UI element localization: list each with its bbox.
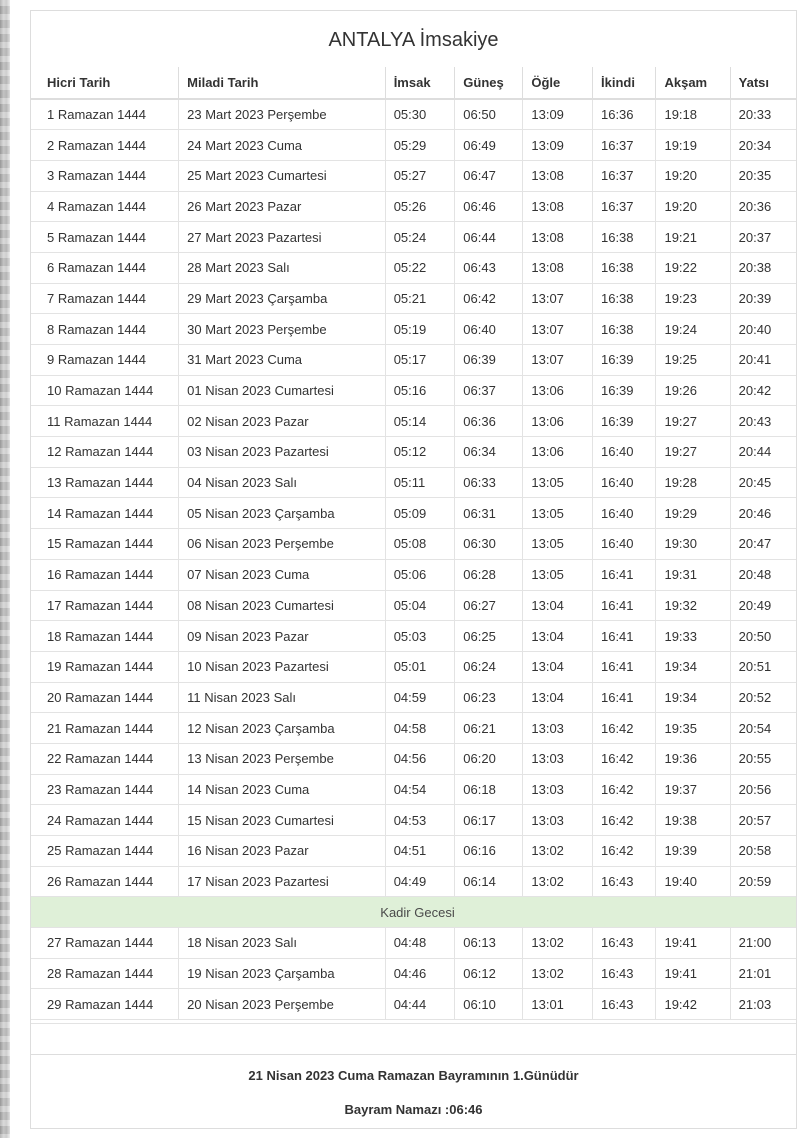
cell-miladi-tarih: 30 Mart 2023 Perşembe <box>179 314 386 345</box>
cell-yatsi: 20:47 <box>730 529 796 560</box>
cell-miladi-tarih: 16 Nisan 2023 Pazar <box>179 836 386 867</box>
cell-yatsi: 20:52 <box>730 682 796 713</box>
cell-imsak: 05:04 <box>385 590 455 621</box>
cell-gunes: 06:20 <box>455 743 523 774</box>
cell-imsak: 05:29 <box>385 130 455 161</box>
table-row <box>31 529 796 560</box>
cell-yatsi: 20:37 <box>730 222 796 253</box>
cell-miladi-tarih: 03 Nisan 2023 Pazartesi <box>179 437 386 468</box>
cell-miladi-tarih: 24 Mart 2023 Cuma <box>179 130 386 161</box>
cell-ogle: 13:07 <box>523 345 593 376</box>
cell-miladi-tarih: 14 Nisan 2023 Cuma <box>179 774 386 805</box>
cell-yatsi: 20:55 <box>730 743 796 774</box>
cell-gunes: 06:43 <box>455 252 523 283</box>
cell-yatsi: 20:33 <box>730 99 796 130</box>
cell-gunes: 06:34 <box>455 437 523 468</box>
column-header-ogle: Öğle <box>523 67 593 99</box>
cell-hicri-tarih: 21 Ramazan 1444 <box>31 713 179 744</box>
table-row <box>31 467 796 498</box>
table-row <box>31 222 796 253</box>
cell-aksam: 19:26 <box>656 375 730 406</box>
cell-hicri-tarih: 12 Ramazan 1444 <box>31 437 179 468</box>
cell-hicri-tarih: 20 Ramazan 1444 <box>31 682 179 713</box>
cell-aksam: 19:28 <box>656 467 730 498</box>
cell-gunes: 06:50 <box>455 99 523 130</box>
cell-aksam: 19:33 <box>656 621 730 652</box>
cell-gunes: 06:10 <box>455 989 523 1020</box>
cell-ogle: 13:06 <box>523 406 593 437</box>
cell-ikindi: 16:39 <box>592 375 655 406</box>
cell-hicri-tarih: 23 Ramazan 1444 <box>31 774 179 805</box>
cell-gunes: 06:49 <box>455 130 523 161</box>
cell-ikindi: 16:36 <box>592 99 655 130</box>
table-row <box>31 559 796 590</box>
cell-ogle: 13:09 <box>523 130 593 161</box>
cell-ogle: 13:07 <box>523 283 593 314</box>
cell-yatsi: 20:56 <box>730 774 796 805</box>
cell-yatsi: 20:45 <box>730 467 796 498</box>
cell-ogle: 13:02 <box>523 866 593 897</box>
cell-ogle: 13:03 <box>523 774 593 805</box>
cell-ikindi: 16:43 <box>592 928 655 959</box>
cell-miladi-tarih: 26 Mart 2023 Pazar <box>179 191 386 222</box>
cell-hicri-tarih: 3 Ramazan 1444 <box>31 160 179 191</box>
table-row <box>31 99 796 130</box>
cell-miladi-tarih: 28 Mart 2023 Salı <box>179 252 386 283</box>
cell-hicri-tarih: 11 Ramazan 1444 <box>31 406 179 437</box>
cell-aksam: 19:21 <box>656 222 730 253</box>
cell-gunes: 06:27 <box>455 590 523 621</box>
cell-gunes: 06:33 <box>455 467 523 498</box>
bayram-first-day-note: 21 Nisan 2023 Cuma Ramazan Bayramının 1.Günüdür <box>248 1068 579 1084</box>
cell-hicri-tarih: 16 Ramazan 1444 <box>31 559 179 590</box>
table-row <box>31 774 796 805</box>
cell-gunes: 06:23 <box>455 682 523 713</box>
table-row <box>31 375 796 406</box>
cell-hicri-tarih: 10 Ramazan 1444 <box>31 375 179 406</box>
cell-gunes: 06:14 <box>455 866 523 897</box>
cell-gunes: 06:42 <box>455 283 523 314</box>
cell-yatsi: 20:54 <box>730 713 796 744</box>
cell-yatsi: 20:50 <box>730 621 796 652</box>
cell-hicri-tarih: 19 Ramazan 1444 <box>31 651 179 682</box>
cell-ogle: 13:05 <box>523 467 593 498</box>
cell-ikindi: 16:39 <box>592 406 655 437</box>
cell-yatsi: 20:43 <box>730 406 796 437</box>
prayer-times-table <box>31 67 796 1020</box>
cell-hicri-tarih: 29 Ramazan 1444 <box>31 989 179 1020</box>
cell-hicri-tarih: 17 Ramazan 1444 <box>31 590 179 621</box>
kadir-gecesi-label: Kadir Gecesi <box>31 897 796 928</box>
cell-imsak: 05:24 <box>385 222 455 253</box>
cell-ogle: 13:02 <box>523 836 593 867</box>
cell-miladi-tarih: 15 Nisan 2023 Cumartesi <box>179 805 386 836</box>
cell-gunes: 06:36 <box>455 406 523 437</box>
table-row <box>31 252 796 283</box>
cell-ikindi: 16:38 <box>592 252 655 283</box>
cell-yatsi: 20:42 <box>730 375 796 406</box>
cell-yatsi: 20:57 <box>730 805 796 836</box>
cell-ogle: 13:04 <box>523 590 593 621</box>
table-row <box>31 283 796 314</box>
cell-aksam: 19:35 <box>656 713 730 744</box>
cell-aksam: 19:24 <box>656 314 730 345</box>
cell-aksam: 19:37 <box>656 774 730 805</box>
cell-miladi-tarih: 02 Nisan 2023 Pazar <box>179 406 386 437</box>
cell-aksam: 19:34 <box>656 651 730 682</box>
cell-yatsi: 20:38 <box>730 252 796 283</box>
cell-ikindi: 16:39 <box>592 345 655 376</box>
cell-miladi-tarih: 09 Nisan 2023 Pazar <box>179 621 386 652</box>
column-header-hicri-tarih: Hicri Tarih <box>31 67 179 99</box>
cell-yatsi: 20:35 <box>730 160 796 191</box>
cell-hicri-tarih: 4 Ramazan 1444 <box>31 191 179 222</box>
cell-ogle: 13:08 <box>523 160 593 191</box>
cell-ikindi: 16:40 <box>592 529 655 560</box>
cell-ikindi: 16:43 <box>592 989 655 1020</box>
column-header-gunes: Güneş <box>455 67 523 99</box>
cell-miladi-tarih: 01 Nisan 2023 Cumartesi <box>179 375 386 406</box>
cell-ikindi: 16:42 <box>592 713 655 744</box>
cell-gunes: 06:37 <box>455 375 523 406</box>
cell-gunes: 06:21 <box>455 713 523 744</box>
column-header-aksam: Akşam <box>656 67 730 99</box>
kadir-gecesi-row <box>31 897 796 928</box>
cell-imsak: 05:21 <box>385 283 455 314</box>
cell-aksam: 19:23 <box>656 283 730 314</box>
cell-ikindi: 16:40 <box>592 467 655 498</box>
cell-aksam: 19:34 <box>656 682 730 713</box>
cell-imsak: 04:59 <box>385 682 455 713</box>
column-header-imsak: İmsak <box>385 67 455 99</box>
cell-miladi-tarih: 25 Mart 2023 Cumartesi <box>179 160 386 191</box>
cell-ogle: 13:08 <box>523 222 593 253</box>
cell-ogle: 13:08 <box>523 191 593 222</box>
cell-gunes: 06:16 <box>455 836 523 867</box>
cell-imsak: 05:17 <box>385 345 455 376</box>
cell-ogle: 13:03 <box>523 743 593 774</box>
cell-gunes: 06:24 <box>455 651 523 682</box>
cell-hicri-tarih: 8 Ramazan 1444 <box>31 314 179 345</box>
cell-aksam: 19:36 <box>656 743 730 774</box>
cell-aksam: 19:42 <box>656 989 730 1020</box>
cell-miladi-tarih: 27 Mart 2023 Pazartesi <box>179 222 386 253</box>
cell-gunes: 06:46 <box>455 191 523 222</box>
table-row <box>31 160 796 191</box>
cell-miladi-tarih: 13 Nisan 2023 Perşembe <box>179 743 386 774</box>
cell-ogle: 13:02 <box>523 928 593 959</box>
cell-miladi-tarih: 05 Nisan 2023 Çarşamba <box>179 498 386 529</box>
column-header-yatsi: Yatsı <box>730 67 796 99</box>
cell-miladi-tarih: 19 Nisan 2023 Çarşamba <box>179 958 386 989</box>
cell-imsak: 04:58 <box>385 713 455 744</box>
cell-ikindi: 16:41 <box>592 621 655 652</box>
cell-ikindi: 16:37 <box>592 130 655 161</box>
cell-gunes: 06:18 <box>455 774 523 805</box>
cell-ikindi: 16:37 <box>592 160 655 191</box>
cell-yatsi: 20:39 <box>730 283 796 314</box>
cell-aksam: 19:31 <box>656 559 730 590</box>
cell-miladi-tarih: 12 Nisan 2023 Çarşamba <box>179 713 386 744</box>
cell-aksam: 19:27 <box>656 406 730 437</box>
cell-imsak: 05:14 <box>385 406 455 437</box>
cell-ikindi: 16:41 <box>592 559 655 590</box>
cell-hicri-tarih: 15 Ramazan 1444 <box>31 529 179 560</box>
cell-aksam: 19:39 <box>656 836 730 867</box>
cell-ogle: 13:06 <box>523 375 593 406</box>
cell-aksam: 19:27 <box>656 437 730 468</box>
page-title: ANTALYA İmsakiye <box>328 29 499 51</box>
cell-miladi-tarih: 10 Nisan 2023 Pazartesi <box>179 651 386 682</box>
cell-miladi-tarih: 17 Nisan 2023 Pazartesi <box>179 866 386 897</box>
table-row <box>31 928 796 959</box>
table-header-row <box>31 67 796 99</box>
cell-hicri-tarih: 13 Ramazan 1444 <box>31 467 179 498</box>
cell-hicri-tarih: 14 Ramazan 1444 <box>31 498 179 529</box>
spacer <box>31 1024 796 1054</box>
cell-aksam: 19:22 <box>656 252 730 283</box>
table-row <box>31 651 796 682</box>
cell-hicri-tarih: 24 Ramazan 1444 <box>31 805 179 836</box>
cell-aksam: 19:30 <box>656 529 730 560</box>
cell-imsak: 04:48 <box>385 928 455 959</box>
cell-imsak: 05:26 <box>385 191 455 222</box>
cell-yatsi: 20:48 <box>730 559 796 590</box>
cell-hicri-tarih: 28 Ramazan 1444 <box>31 958 179 989</box>
cell-ikindi: 16:40 <box>592 498 655 529</box>
cell-imsak: 05:03 <box>385 621 455 652</box>
cell-ikindi: 16:41 <box>592 651 655 682</box>
cell-gunes: 06:12 <box>455 958 523 989</box>
cell-aksam: 19:40 <box>656 866 730 897</box>
table-row <box>31 130 796 161</box>
cell-imsak: 04:53 <box>385 805 455 836</box>
cell-miladi-tarih: 06 Nisan 2023 Perşembe <box>179 529 386 560</box>
cell-ogle: 13:03 <box>523 805 593 836</box>
cell-hicri-tarih: 18 Ramazan 1444 <box>31 621 179 652</box>
table-row <box>31 805 796 836</box>
cell-ogle: 13:06 <box>523 437 593 468</box>
table-row <box>31 989 796 1020</box>
cell-aksam: 19:20 <box>656 191 730 222</box>
cell-gunes: 06:47 <box>455 160 523 191</box>
cell-hicri-tarih: 5 Ramazan 1444 <box>31 222 179 253</box>
cell-hicri-tarih: 22 Ramazan 1444 <box>31 743 179 774</box>
cell-imsak: 05:01 <box>385 651 455 682</box>
cell-yatsi: 20:46 <box>730 498 796 529</box>
cell-ikindi: 16:41 <box>592 682 655 713</box>
cell-imsak: 04:56 <box>385 743 455 774</box>
cell-gunes: 06:30 <box>455 529 523 560</box>
cell-aksam: 19:19 <box>656 130 730 161</box>
cell-aksam: 19:41 <box>656 958 730 989</box>
cell-aksam: 19:32 <box>656 590 730 621</box>
cell-yatsi: 20:49 <box>730 590 796 621</box>
cell-yatsi: 20:44 <box>730 437 796 468</box>
imsakiye-panel <box>30 10 797 1129</box>
prayer-table-body <box>31 99 796 1020</box>
cell-imsak: 04:54 <box>385 774 455 805</box>
cell-miladi-tarih: 18 Nisan 2023 Salı <box>179 928 386 959</box>
cell-hicri-tarih: 6 Ramazan 1444 <box>31 252 179 283</box>
cell-yatsi: 20:41 <box>730 345 796 376</box>
cell-ogle: 13:07 <box>523 314 593 345</box>
cell-hicri-tarih: 27 Ramazan 1444 <box>31 928 179 959</box>
cell-yatsi: 20:59 <box>730 866 796 897</box>
cell-yatsi: 20:51 <box>730 651 796 682</box>
cell-ogle: 13:04 <box>523 621 593 652</box>
table-row <box>31 713 796 744</box>
cell-yatsi: 21:03 <box>730 989 796 1020</box>
cell-imsak: 05:12 <box>385 437 455 468</box>
cell-imsak: 05:16 <box>385 375 455 406</box>
table-row <box>31 590 796 621</box>
cell-imsak: 04:44 <box>385 989 455 1020</box>
cell-aksam: 19:38 <box>656 805 730 836</box>
cell-imsak: 05:11 <box>385 467 455 498</box>
table-row <box>31 437 796 468</box>
table-row <box>31 406 796 437</box>
cell-ikindi: 16:42 <box>592 805 655 836</box>
cell-ikindi: 16:43 <box>592 866 655 897</box>
cell-miladi-tarih: 20 Nisan 2023 Perşembe <box>179 989 386 1020</box>
cell-gunes: 06:39 <box>455 345 523 376</box>
cell-ogle: 13:09 <box>523 99 593 130</box>
cell-aksam: 19:29 <box>656 498 730 529</box>
cell-imsak: 05:06 <box>385 559 455 590</box>
cell-miladi-tarih: 04 Nisan 2023 Salı <box>179 467 386 498</box>
cell-ogle: 13:02 <box>523 958 593 989</box>
cell-yatsi: 20:40 <box>730 314 796 345</box>
table-row <box>31 682 796 713</box>
cell-imsak: 05:27 <box>385 160 455 191</box>
cell-ogle: 13:08 <box>523 252 593 283</box>
cell-yatsi: 20:34 <box>730 130 796 161</box>
cell-imsak: 04:46 <box>385 958 455 989</box>
cell-ogle: 13:01 <box>523 989 593 1020</box>
table-row <box>31 314 796 345</box>
cell-miladi-tarih: 08 Nisan 2023 Cumartesi <box>179 590 386 621</box>
cell-yatsi: 20:36 <box>730 191 796 222</box>
cell-hicri-tarih: 26 Ramazan 1444 <box>31 866 179 897</box>
table-row <box>31 191 796 222</box>
cell-imsak: 05:30 <box>385 99 455 130</box>
table-row <box>31 958 796 989</box>
cell-ogle: 13:03 <box>523 713 593 744</box>
cell-miladi-tarih: 07 Nisan 2023 Cuma <box>179 559 386 590</box>
cell-miladi-tarih: 23 Mart 2023 Perşembe <box>179 99 386 130</box>
cell-miladi-tarih: 11 Nisan 2023 Salı <box>179 682 386 713</box>
cell-aksam: 19:41 <box>656 928 730 959</box>
cell-gunes: 06:31 <box>455 498 523 529</box>
cell-ikindi: 16:38 <box>592 314 655 345</box>
cell-ikindi: 16:42 <box>592 836 655 867</box>
cell-miladi-tarih: 31 Mart 2023 Cuma <box>179 345 386 376</box>
cell-gunes: 06:17 <box>455 805 523 836</box>
table-row <box>31 345 796 376</box>
cell-ogle: 13:05 <box>523 559 593 590</box>
cell-imsak: 05:19 <box>385 314 455 345</box>
table-row <box>31 866 796 897</box>
cell-ikindi: 16:43 <box>592 958 655 989</box>
cell-ikindi: 16:38 <box>592 222 655 253</box>
cell-ogle: 13:04 <box>523 682 593 713</box>
cell-ikindi: 16:38 <box>592 283 655 314</box>
cell-gunes: 06:28 <box>455 559 523 590</box>
column-header-miladi-tarih: Miladi Tarih <box>179 67 386 99</box>
cell-ikindi: 16:40 <box>592 437 655 468</box>
cell-aksam: 19:18 <box>656 99 730 130</box>
cell-ikindi: 16:42 <box>592 774 655 805</box>
bayram-prayer-time: Bayram Namazı :06:46 <box>344 1102 483 1118</box>
cell-imsak: 05:22 <box>385 252 455 283</box>
table-row <box>31 743 796 774</box>
table-row <box>31 498 796 529</box>
cell-aksam: 19:25 <box>656 345 730 376</box>
column-header-ikindi: İkindi <box>592 67 655 99</box>
cell-hicri-tarih: 25 Ramazan 1444 <box>31 836 179 867</box>
table-row <box>31 621 796 652</box>
cell-aksam: 19:20 <box>656 160 730 191</box>
cell-gunes: 06:25 <box>455 621 523 652</box>
cell-miladi-tarih: 29 Mart 2023 Çarşamba <box>179 283 386 314</box>
cell-ikindi: 16:41 <box>592 590 655 621</box>
bayram-footer <box>31 1054 796 1128</box>
cell-hicri-tarih: 1 Ramazan 1444 <box>31 99 179 130</box>
cell-hicri-tarih: 7 Ramazan 1444 <box>31 283 179 314</box>
cell-ikindi: 16:42 <box>592 743 655 774</box>
cell-imsak: 04:51 <box>385 836 455 867</box>
cell-yatsi: 21:01 <box>730 958 796 989</box>
cell-gunes: 06:44 <box>455 222 523 253</box>
cell-gunes: 06:40 <box>455 314 523 345</box>
cell-ogle: 13:05 <box>523 529 593 560</box>
cell-imsak: 04:49 <box>385 866 455 897</box>
cell-yatsi: 21:00 <box>730 928 796 959</box>
cell-ogle: 13:05 <box>523 498 593 529</box>
cell-gunes: 06:13 <box>455 928 523 959</box>
cell-hicri-tarih: 2 Ramazan 1444 <box>31 130 179 161</box>
prayer-times-table-wrap <box>31 67 796 1024</box>
table-row <box>31 836 796 867</box>
cell-imsak: 05:09 <box>385 498 455 529</box>
cell-yatsi: 20:58 <box>730 836 796 867</box>
cell-ikindi: 16:37 <box>592 191 655 222</box>
cell-ogle: 13:04 <box>523 651 593 682</box>
page-edge-strip <box>0 0 10 1138</box>
cell-hicri-tarih: 9 Ramazan 1444 <box>31 345 179 376</box>
cell-imsak: 05:08 <box>385 529 455 560</box>
